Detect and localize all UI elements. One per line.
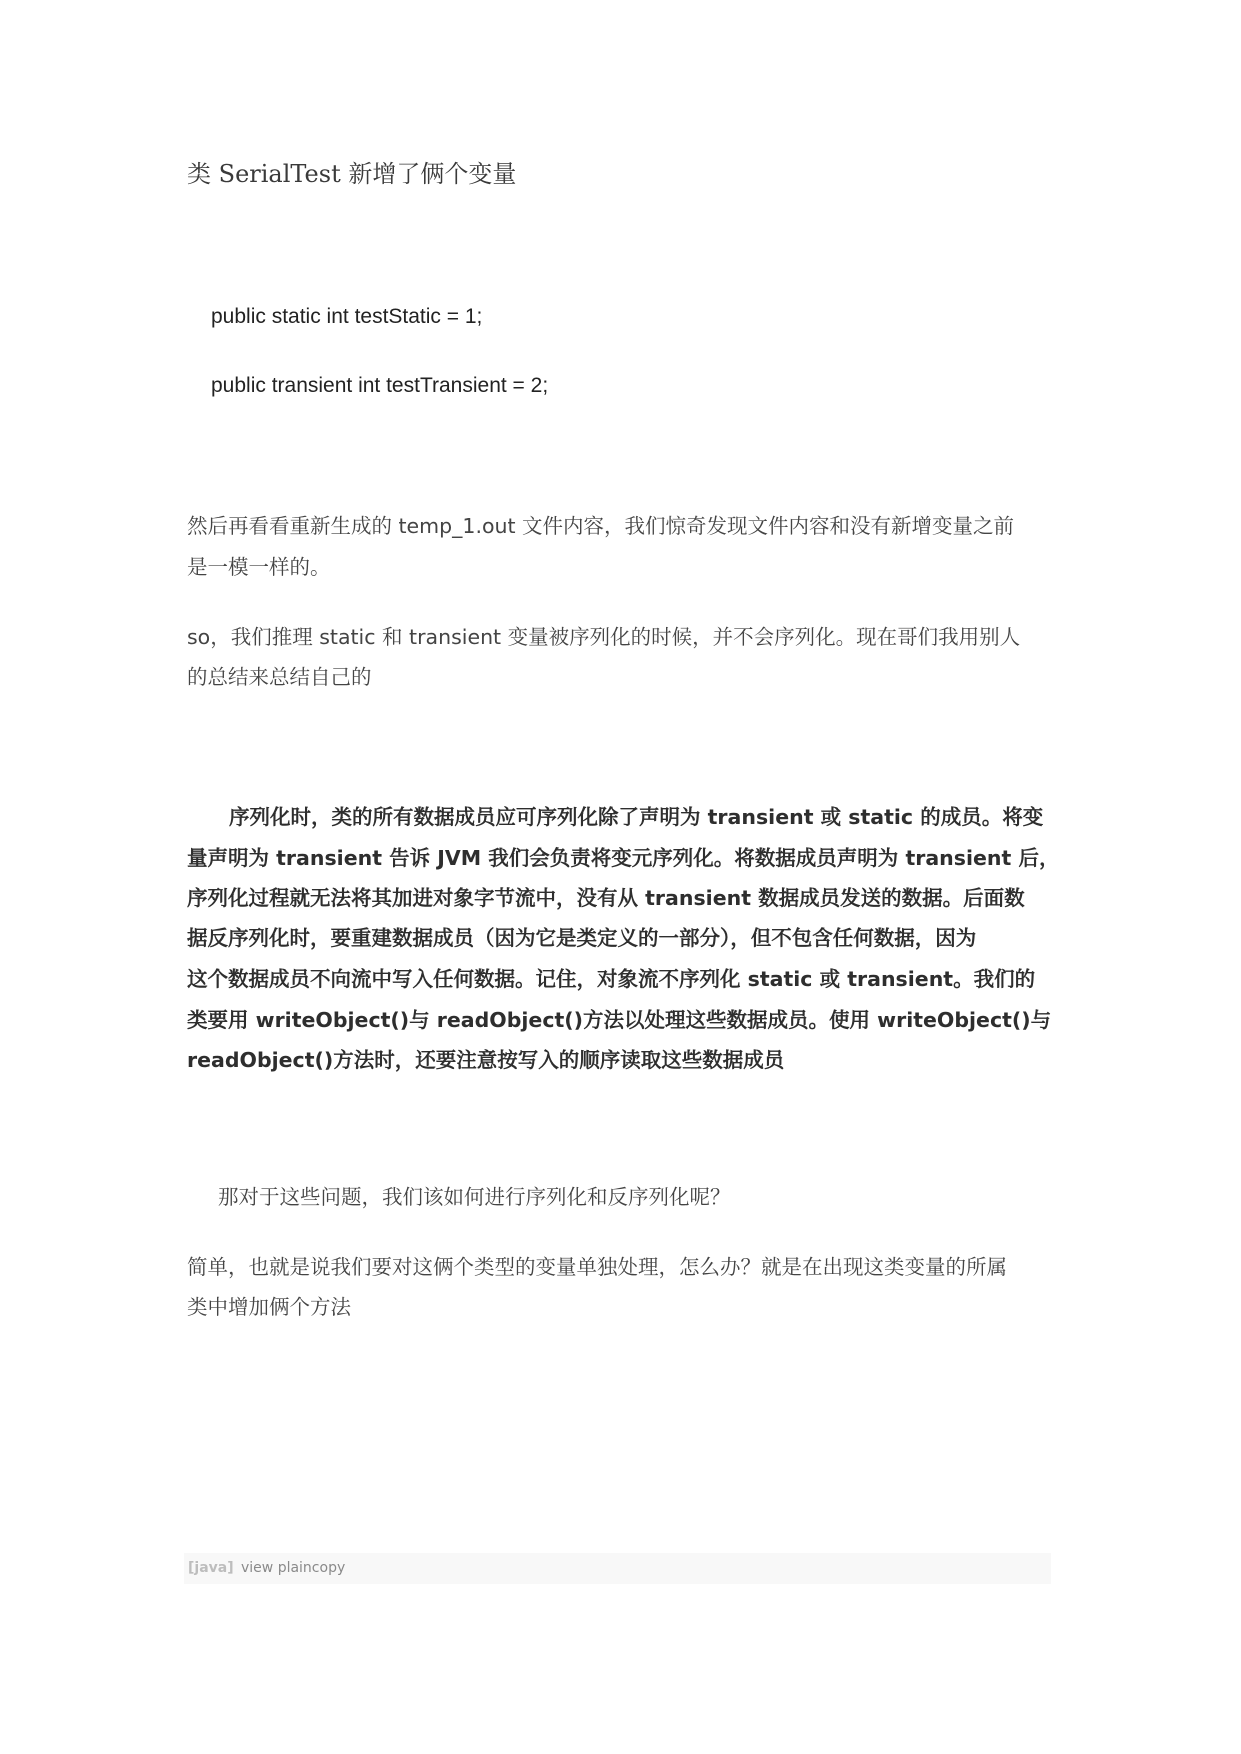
bold-paragraph-line: 序列化时，类的所有数据成员应可序列化除了声明为 transient 或 static 的成员。将变 (229, 805, 1044, 829)
bold-paragraph-line: 这个数据成员不向流中写入任何数据。记住，对象流不序列化 static 或 transient。我们的 (187, 967, 1036, 991)
bold-paragraph-line: 类要用 writeObject()与 readObject()方法以处理这些数据成员。使用 writeObject()与 (187, 1008, 1052, 1032)
bold-paragraph-line: 量声明为 transient 告诉 JVM 我们会负责将变元序列化。将数据成员声明为 transient 后， (187, 846, 1060, 870)
bold-paragraph-line: 据反序列化时，要重建数据成员（因为它是类定义的一部分），但不包含任何数据，因为 (187, 926, 977, 950)
paragraph-line: 然后再看看重新生成的 temp_1.out 文件内容，我们惊奇发现文件内容和没有新增变量之前 (187, 514, 1015, 538)
section-heading: 类 SerialTest 新增了俩个变量 (187, 160, 517, 188)
code-language-label: [java] (188, 1560, 234, 1576)
bold-paragraph-line: readObject()方法时，还要注意按写入的顺序读取这些数据成员 (187, 1048, 785, 1072)
code-block-toolbar (184, 1553, 1051, 1584)
view-plain-link[interactable]: view plaincopy (241, 1560, 346, 1576)
paragraph-line: 简单，也就是说我们要对这俩个类型的变量单独处理，怎么办？就是在出现这类变量的所属 (187, 1255, 1007, 1279)
question-line: 那对于这些问题，我们该如何进行序列化和反序列化呢？ (218, 1185, 731, 1209)
paragraph-line: so，我们推理 static 和 transient 变量被序列化的时候，并不会序列化。现在哥们我用别人 (187, 625, 1021, 649)
bold-paragraph-line: 序列化过程就无法将其加进对象字节流中，没有从 transient 数据成员发送的数据。后面数 (187, 886, 1025, 910)
paragraph-line: 的总结来总结自己的 (187, 665, 372, 689)
paragraph-line: 是一模一样的。 (187, 555, 331, 579)
paragraph-line: 类中增加俩个方法 (187, 1295, 351, 1319)
code-line: public static int testStatic = 1; (211, 305, 483, 328)
code-line: public transient int testTransient = 2; (211, 374, 549, 397)
